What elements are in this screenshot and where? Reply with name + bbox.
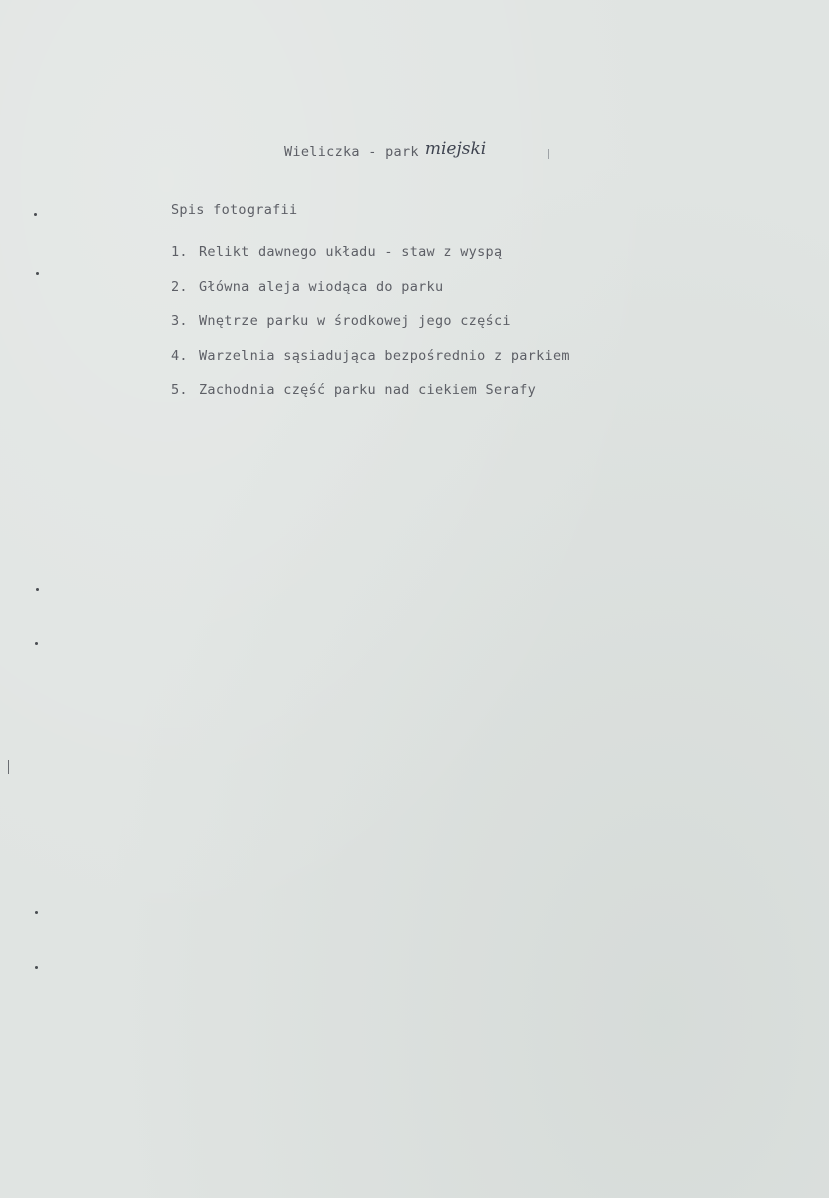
margin-mark (8, 760, 9, 774)
photo-list (171, 244, 570, 417)
item-number: 1. (171, 244, 188, 260)
title-handwritten-text: miejski (424, 139, 487, 159)
margin-dot (35, 911, 38, 914)
margin-dot (34, 213, 37, 216)
margin-dot (35, 966, 38, 969)
list-item (171, 348, 570, 383)
list-item (171, 382, 570, 417)
list-item (171, 244, 570, 279)
title-typed-text: Wieliczka - park (284, 144, 419, 160)
list-item (171, 313, 570, 348)
item-number: 5. (171, 382, 188, 398)
document-title (284, 141, 486, 161)
title-faint-mark (548, 149, 549, 159)
margin-dot (36, 588, 39, 591)
item-number: 3. (171, 313, 188, 329)
margin-dot (35, 642, 38, 645)
margin-dot (36, 272, 39, 275)
item-number: 4. (171, 347, 188, 364)
item-text: Zachodnia część parku nad ciekiem Serafy (199, 382, 537, 398)
list-item (171, 279, 570, 314)
item-text: Wnętrze parku w środkowej jego części (199, 313, 511, 329)
list-heading: Spis fotografii (171, 202, 298, 218)
item-number: 2. (171, 278, 188, 295)
item-text: Główna aleja wiodąca do parku (199, 278, 444, 295)
item-text: Warzelnia sąsiadująca bezpośrednio z parkiem (199, 347, 570, 364)
item-text: Relikt dawnego układu - staw z wyspą (199, 244, 503, 260)
